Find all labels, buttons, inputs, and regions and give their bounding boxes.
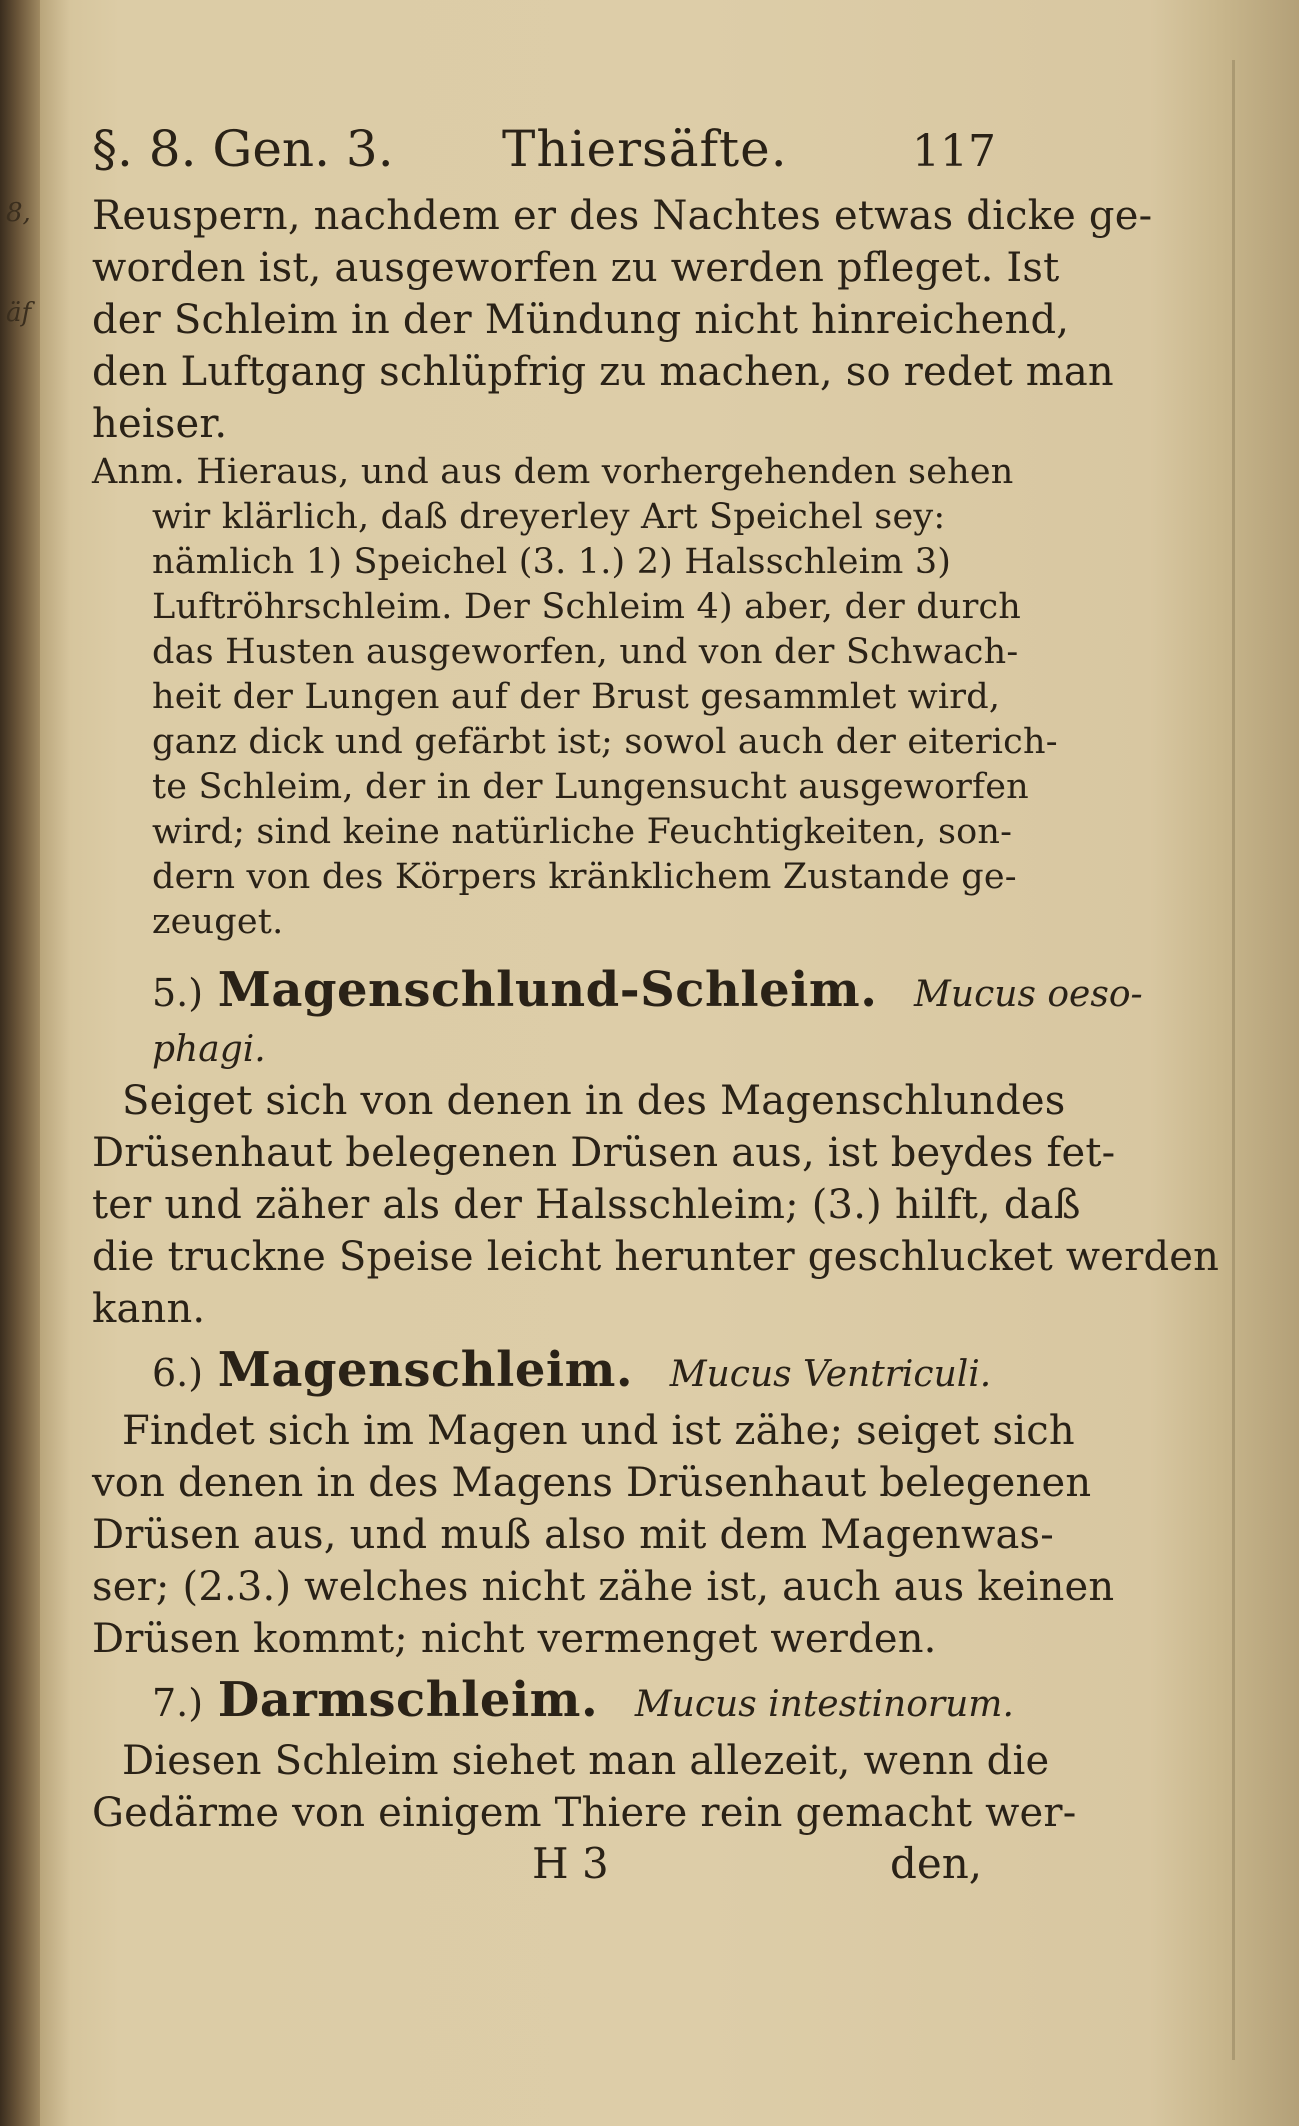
text-line: ser; (2.3.) welches nicht zähe ist, auch aus keinen <box>92 1564 1115 1610</box>
text-line: kann. <box>92 1286 206 1332</box>
section-heading <box>92 1335 992 1405</box>
margin-fragment: äf <box>6 298 32 328</box>
section-number: 6.) <box>152 1351 204 1395</box>
text-line: Seiget sich von denen in des Magenschlundes <box>122 1078 1066 1124</box>
text-line: den Luftgang schlüpfrig zu machen, so redet man <box>92 349 1114 395</box>
margin-fragment: 8, <box>6 198 31 228</box>
page-number: 117 <box>912 126 996 177</box>
header-section: §. 8. Gen. 3. <box>92 120 394 178</box>
annotation-line: ganz dick und gefärbt ist; sowol auch der eiterich- <box>152 722 1058 762</box>
annotation-line: wir klärlich, daß dreyerley Art Speichel sey: <box>152 497 946 537</box>
text-line: der Schleim in der Mündung nicht hinreichend, <box>92 297 1070 343</box>
text-line: Drüsenhaut belegenen Drüsen aus, ist beydes fet- <box>92 1130 1116 1176</box>
section-latin-name: Mucus oeso- <box>914 974 1143 1015</box>
text-line: heiser. <box>92 401 228 447</box>
running-header <box>92 110 996 190</box>
text-line: Gedärme von einigem Thiere rein gemacht wer- <box>92 1790 1077 1836</box>
section-heading <box>92 955 1143 1025</box>
text-line: die truckne Speise leicht herunter geschlucket werden <box>92 1234 1220 1280</box>
annotation-line: te Schleim, der in der Lungensucht ausgeworfen <box>152 767 1029 807</box>
annotation-line: Luftröhrschleim. Der Schleim 4) aber, der durch <box>152 587 1022 627</box>
section-title: Magenschleim. <box>217 1342 634 1398</box>
catchword: den, <box>890 1839 983 1888</box>
section-number: 5.) <box>152 971 204 1015</box>
body-paragraph <box>92 190 1153 450</box>
section-latin-name: Mucus Ventriculi. <box>669 1354 992 1395</box>
section-6 <box>92 1335 1115 1665</box>
annotation-line: Anm. Hieraus, und aus dem vorhergehenden sehen <box>92 452 1014 492</box>
text-line: von denen in des Magens Drüsenhaut belegenen <box>92 1460 1092 1506</box>
text-line: ter und zäher als der Halsschleim; (3.) hilft, daß <box>92 1182 1081 1228</box>
section-title: Darmschleim. <box>217 1672 599 1728</box>
annotation-line: dern von des Körpers kränklichem Zustande ge- <box>152 857 1017 897</box>
text-line: worden ist, ausgeworfen zu werden pfleget. Ist <box>92 245 1060 291</box>
section-latin-name: Mucus intestinorum. <box>634 1684 1014 1725</box>
text-line: Reuspern, nachdem er des Nachtes etwas dicke ge- <box>92 193 1153 239</box>
text-line: Drüsen kommt; nicht vermenget werden. <box>92 1616 937 1662</box>
header-title: Thiersäfte. <box>502 120 788 178</box>
page-text <box>92 110 1220 1895</box>
annotation-line: nämlich 1) Speichel (3. 1.) 2) Halsschleim 3) <box>152 542 952 582</box>
section-number: 7.) <box>152 1681 204 1725</box>
section-heading <box>92 1665 1014 1735</box>
annotation-line: wird; sind keine natürliche Feuchtigkeiten, son- <box>152 812 1013 852</box>
page-edge <box>1232 60 1235 2060</box>
section-5 <box>92 955 1220 1335</box>
annotation-paragraph <box>92 450 1058 945</box>
annotation-line: heit der Lungen auf der Brust gesammlet wird, <box>152 677 1001 717</box>
section-7 <box>92 1665 1077 1839</box>
signature-mark: H 3 <box>532 1839 609 1888</box>
page-footer <box>92 1839 982 1895</box>
text-line: Diesen Schleim siehet man allezeit, wenn die <box>122 1738 1050 1784</box>
annotation-line: das Husten ausgeworfen, und von der Schwach- <box>152 632 1019 672</box>
text-line: Drüsen aus, und muß also mit dem Magenwas- <box>92 1512 1054 1558</box>
text-line: Findet sich im Magen und ist zähe; seiget sich <box>122 1408 1075 1454</box>
section-title: Magenschlund-Schleim. <box>217 962 878 1018</box>
section-latin-continued: phagi. <box>152 1029 266 1070</box>
annotation-line: zeuget. <box>152 902 284 942</box>
